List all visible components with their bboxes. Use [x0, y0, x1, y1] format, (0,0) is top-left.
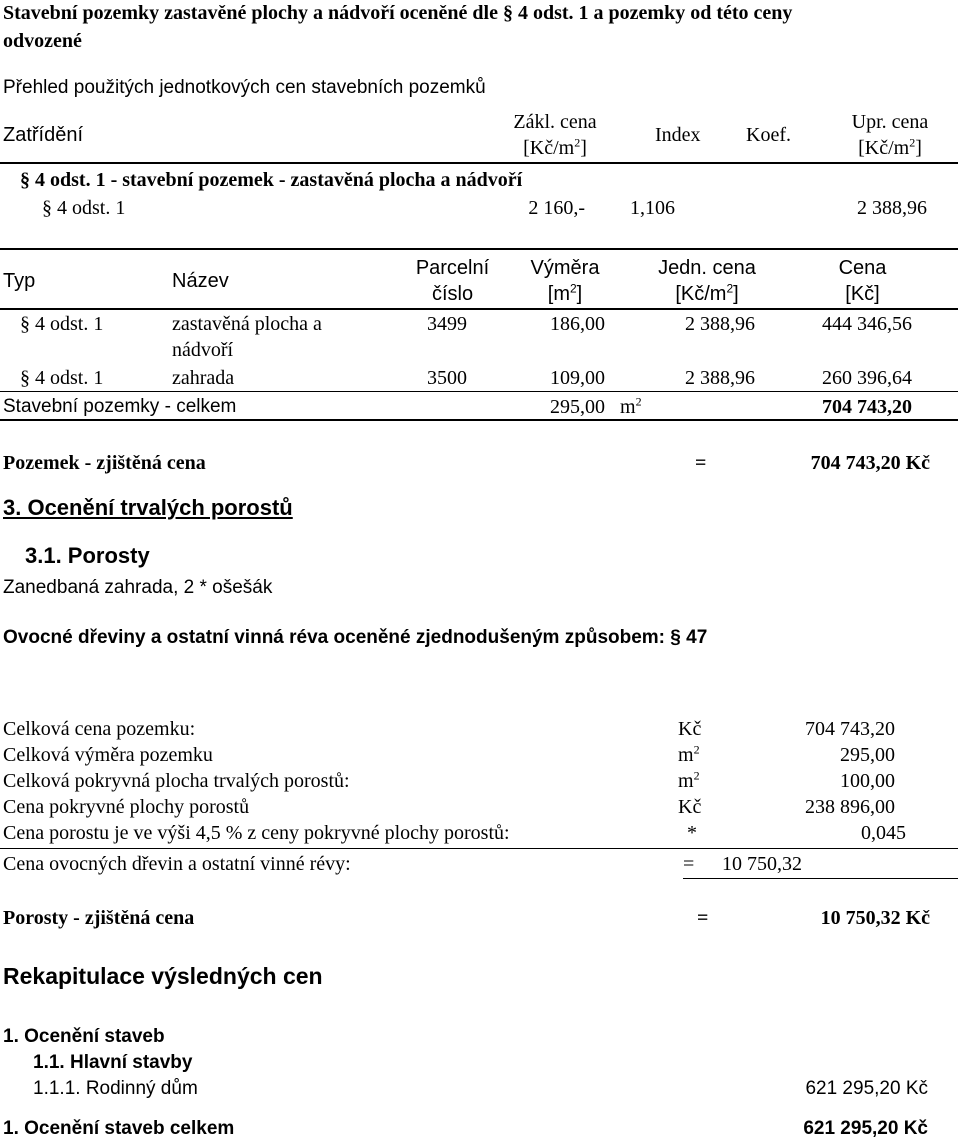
calc-label: Celková cena pozemku: — [3, 718, 196, 740]
land-result-value: 704 743,20 Kč — [810, 452, 930, 474]
parcel-row-2-price: 260 396,64 — [822, 367, 912, 389]
porosty-method: Ovocné dřeviny a ostatní vinná réva oceněné zjednodušeným způsobem: § 47 — [3, 627, 708, 648]
recap-heading: Rekapitulace výsledných cen — [3, 963, 323, 989]
unit-prices-subtitle: Přehled použitých jednotkových cen stavebních pozemků — [3, 77, 486, 98]
calc-value: 704 743,20 — [805, 718, 895, 740]
calc-unit: Kč — [678, 718, 702, 740]
calc-label: Celková pokryvná plocha trvalých porostů: — [3, 770, 350, 792]
unit-table-header-rule — [0, 162, 958, 164]
col-coef: Koef. — [746, 124, 791, 146]
recap-level-2: 1.1. Hlavní stavby — [33, 1052, 193, 1073]
col-unit-price-line-1: Jedn. cena — [658, 257, 756, 279]
col-adj-price-line-2: $[Kč/m^2]$ — [858, 135, 922, 159]
col-price-line-1: Cena — [838, 257, 887, 279]
page-title-line-1: Stavební pozemky zastavěné plochy a nádvoří oceněné dle § 4 odst. 1 a pozemky od této ceny — [3, 2, 793, 24]
parcel-table-bottom-rule — [0, 419, 958, 421]
col-parcel-line-1: Parcelní — [415, 257, 490, 279]
col-area-line-1: Výměra — [530, 257, 600, 279]
parcel-row-1-area: 186,00 — [550, 313, 605, 335]
calc-label: Cena porostu je ve výši 4,5 % z ceny pokryvné plochy porostů: — [3, 822, 510, 844]
calc-value: 295,00 — [840, 744, 895, 766]
col-index: Index — [655, 124, 701, 146]
calc-label: Celková výměra pozemku — [3, 744, 213, 766]
porosty-result-value: 10 750,32 Kč — [820, 907, 930, 929]
calc-unit: Kč — [678, 796, 702, 818]
col-type: Typ — [3, 270, 36, 292]
calc-value: 238 896,00 — [805, 796, 895, 818]
parcel-row-1-name-cont: nádvoří — [172, 339, 234, 361]
parcel-table-top-rule — [0, 248, 958, 250]
unit-table-group-label: § 4 odst. 1 - stavební pozemek - zastavěná plocha a nádvoří — [20, 169, 523, 191]
col-base-price-line-1: Zákl. cena — [513, 111, 597, 133]
parcel-row-1-type: § 4 odst. 1 — [20, 313, 104, 335]
parcel-row-2-unit-price: 2 388,96 — [685, 367, 755, 389]
recap-total-label: 1. Ocenění staveb celkem — [3, 1118, 235, 1139]
porosty-result-label: Porosty - zjištěná cena — [3, 907, 195, 929]
unit-row-label: § 4 odst. 1 — [42, 197, 126, 219]
unit-row-base-price: 2 160,- — [528, 197, 585, 219]
parcel-table-header-rule — [0, 308, 958, 310]
col-name: Název — [172, 270, 229, 292]
parcel-row-2-area: 109,00 — [550, 367, 605, 389]
calc-unit: $m^2$ — [678, 742, 700, 766]
calc-value: 100,00 — [840, 770, 895, 792]
col-price-line-2: [Kč] — [845, 283, 880, 305]
parcel-row-1-unit-price: 2 388,96 — [685, 313, 755, 335]
porosty-result-eq: = — [697, 907, 709, 929]
calc-value: 10 750,32 — [722, 853, 802, 875]
calc-result-rule — [683, 878, 958, 879]
parcel-row-2-parcel: 3500 — [427, 367, 467, 389]
parcel-row-1-name: zastavěná plocha a — [172, 313, 322, 335]
unit-row-index: 1,106 — [630, 197, 675, 219]
col-adj-price-line-1: Upr. cena — [851, 111, 929, 133]
calc-unit: = — [683, 853, 695, 875]
parcel-total-label: Stavební pozemky - celkem — [3, 396, 237, 417]
calc-unit: $m^2$ — [678, 768, 700, 792]
land-result-eq: = — [695, 452, 707, 474]
parcel-total-price: 704 743,20 — [822, 396, 912, 418]
page-title-line-2: odvozené — [3, 30, 82, 52]
recap-level-3-label: 1.1.1. Rodinný dům — [33, 1078, 198, 1099]
parcel-row-2-type: § 4 odst. 1 — [20, 367, 104, 389]
unit-row-adj-price: 2 388,96 — [857, 197, 927, 219]
recap-total-value: 621 295,20 Kč — [803, 1118, 928, 1139]
calc-value: 0,045 — [861, 822, 906, 844]
recap-level-3-value: 621 295,20 Kč — [805, 1078, 928, 1099]
recap-level-1: 1. Ocenění staveb — [3, 1026, 165, 1047]
calc-label: Cena ovocných dřevin a ostatní vinné révy: — [3, 853, 351, 875]
calc-unit: * — [687, 822, 697, 844]
parcel-total-area: 295,00 — [550, 396, 605, 418]
parcel-row-2-name: zahrada — [172, 367, 235, 389]
calc-rule — [0, 848, 958, 849]
porosty-note: Zanedbaná zahrada, 2 * ošešák — [3, 577, 273, 598]
col-base-price-line-2: $[Kč/m^2]$ — [523, 135, 587, 159]
land-result-label: Pozemek - zjištěná cena — [3, 452, 206, 474]
section-3-1-heading: 3.1. Porosty — [25, 543, 150, 568]
calc-label: Cena pokryvné plochy porostů — [3, 796, 250, 818]
parcel-table-rows-rule — [0, 391, 958, 392]
parcel-total-unit: $m^2$ — [620, 394, 642, 418]
col-classification: Zatřídění — [3, 124, 84, 146]
col-parcel-line-2: číslo — [431, 283, 474, 305]
col-unit-price-line-2: $[Kč/m^2]$ — [675, 281, 739, 305]
parcel-row-1-price: 444 346,56 — [822, 313, 912, 335]
section-3-heading: 3. Ocenění trvalých porostů — [3, 495, 293, 520]
col-area-line-2: $[m^2]$ — [547, 281, 583, 305]
parcel-row-1-parcel: 3499 — [427, 313, 467, 335]
